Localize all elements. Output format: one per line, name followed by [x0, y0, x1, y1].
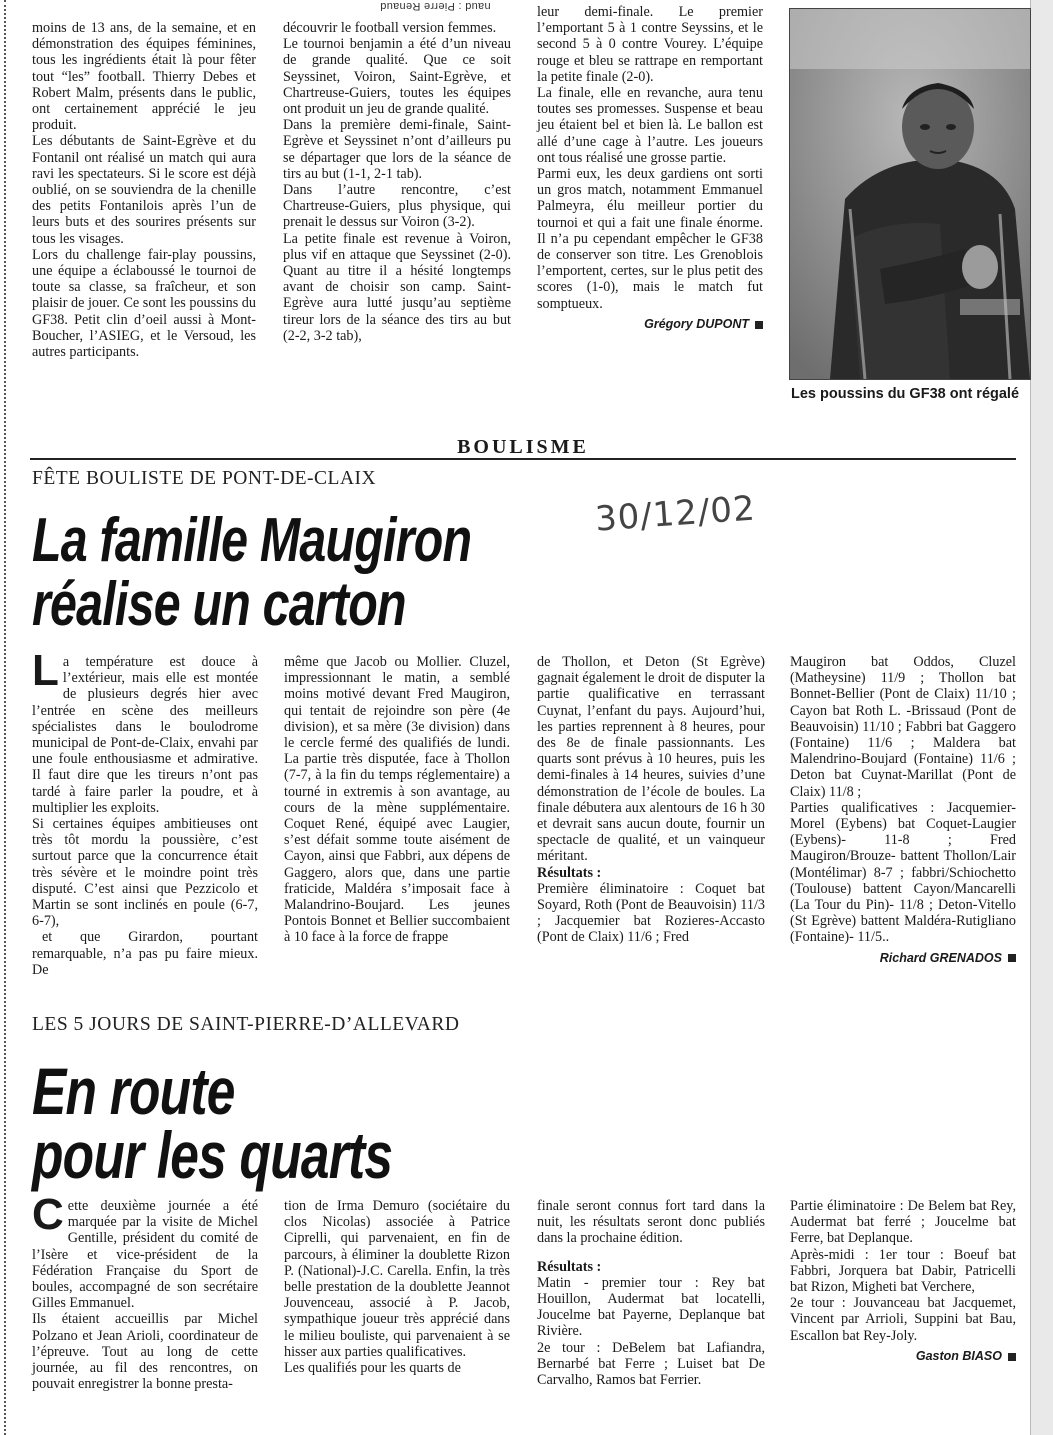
paragraph: Maugiron bat Oddos, Cluzel (Matheysine) 11/9 ; Thollon bat Bonnet-Bellier (Pont de Claix) 11/10 ; Cayon bat Roth L. -Brissaud (Pont de Beauvoisin) 11/10 ; Fabbri bat Gaggero (Fontaine) 11/6 ; Maldera bat Malendrino-Boujard (Fontaine) 11/6 ; Deton bat Cuynat-Marillat (Pont de Claix) 11/8 ;: [790, 654, 1016, 800]
paragraph: Après-midi : 1er tour : Boeuf bat Fabbri, Jorquera bat Dabir, Patricelli bat Rizon, Migheti bat Verchere,: [790, 1246, 1016, 1296]
article2-column-3: [537, 1198, 765, 1388]
paragraph: de Thollon, et Deton (St Egrève) gagnait également le droit de disputer la partie qualificative en terrassant Cuynat, l’enfant du pays. Aujourd’hui, les parties reprennent à 8 heures, pour des 8e de finale passionnants. Les quarts sont prévus à 10 heures, puis les demi-finales à 14 heures, suivies d’une démonstration de l’école de boules. La finale débutera aux alentours de 16 h 30 et devrait sans aucun doute, fournir un spectacle de qualité, et un vainqueur méritant.: [537, 654, 765, 865]
paragraph: Parties qualificatives : Jacquemier-Morel (Eybens) bat Coquet-Laugier (Eybens)- 11-8 ; Fred Maugiron/Brouze- battent Thollon/Lair (Montélimar) 8-7 ; fabbri/Schiochetto (Toulouse) battent Cayon/Mancarelli (La Tour du Pin)- 11/8 ; Deton-Vitello (St Egrève) battent Maldéra-Rutigliano (Fontaine)- 11/5..: [790, 799, 1016, 946]
paragraph-text: a température est douce à l’extérieur, mais elle est montée de plusieurs degrés hier avec l’entrée en scène des meilleurs spécialistes dans le boulodrome municipal de Pont-de-Claix, envahi par une foule enthousiasme et admirative. Il faut dire que les tireurs n’ont pas tardé à faire parler la poudre, et à multiplier les exploits.: [32, 654, 258, 816]
section-title: BOULISME: [457, 436, 589, 458]
paragraph: 2e tour : DeBelem bat Lafiandra, Bernarbé bat Ferre ; Luiset bat De Carvalho, Ramos bat Ferrier.: [537, 1339, 765, 1389]
paragraph: et que Girardon, pourtant remarquable, n’a pas pu faire mieux. De: [32, 929, 258, 978]
article1-column-3: [537, 654, 765, 946]
paragraph: Lors du challenge fair-play poussins, une équipe a éclaboussé le tournoi de toute sa classe, sa fraîcheur, et son plaisir de jouer. Ce sont les poussins du GF38. Petit clin d’oeil aussi à Mont-Boucher, l’ASIEG, et le Versoud, les autres participants.: [32, 246, 256, 361]
article2-headline-line2: pour les quarts: [32, 1118, 393, 1192]
article2-column-4: [790, 1198, 1016, 1364]
paragraph: Dans l’autre rencontre, c’est Chartreuse-Guiers, plus physique, qui prenait le dessus sur Voiron (3-2).: [283, 182, 511, 231]
paragraph: Les débutants de Saint-Egrève et du Fontanil ont réalisé un match qui aura ravi les spectateurs. Si le score est déjà oublié, on se souviendra de la chenille des petits Fontanilois après l’un de leurs buts et des sourires présents sur tous les visages.: [32, 133, 256, 247]
article1-headline-line2: réalise un carton: [32, 570, 406, 639]
paragraph: Première éliminatoire : Coquet bat Soyard, Roth (Pont de Beauvoisin) 11/3 ; Jacquemier bat Rozieres-Accasto (Pont de Claix) 11/6 ; Fred: [537, 880, 765, 946]
byline-signature: [790, 1348, 1016, 1364]
paragraph: Si certaines équipes ambitieuses ont très tôt mordu la poussière, c’est surtout parce que la concurrence était très sévère et le moindre point très disputé. C’est ainsi que Pezzicolo et Martin se sont inclinés en poule (6-7, 6-7),: [32, 816, 258, 930]
paragraph: Matin - premier tour : Rey bat Houillon, Audermat bat locatelli, Joucelme bat Payerne, Deplanque bat Rivière.: [537, 1274, 765, 1340]
article2-column-1: [32, 1190, 258, 1393]
paragraph: La finale, elle en revanche, aura tenu toutes ses promesses. Suspense et beau jeu étaient bel et bien là. Le ballon est allé d’une cage à l’autre. Les joueurs ont tous réalisé une grosse partie.: [537, 85, 763, 166]
paragraph: Partie éliminatoire : De Belem bat Rey, Audermat bat ferré ; Joucelme bat Ferre, bat Deplanque.: [790, 1198, 1016, 1247]
paragraph: Ils étaient accueillis par Michel Polzano et Jean Arioli, coordinateur de l’épreuve. Tout au long de cette journée, au fil des rencontres, on pouvait enregistrer la bonne presta-: [32, 1311, 258, 1393]
dropcap: L: [32, 646, 59, 695]
photo-caption: Les poussins du GF38 ont régalé: [791, 386, 1020, 402]
handwritten-date: 30/12/02: [593, 488, 757, 540]
byline-text: Grégory DUPONT: [644, 316, 749, 331]
paragraph: Les qualifiés pour les quarts de: [284, 1360, 461, 1377]
left-dotted-edge: [4, 0, 6, 1435]
team-photo: [789, 8, 1031, 380]
paragraph: moins de 13 ans, de la semaine, et en démonstration des équipes féminines, tous les ingrédients était là pour fêter tout “les” football. Thierry Debes et Robert Malm, présents dans le public, ont certainement apprécié le jeu produit.: [32, 20, 256, 134]
paragraph: Dans la première demi-finale, Saint-Egrève et Seyssinet n’ont d’ailleurs pu se départager que lors de la séance de tirs au but (1-1, 2-1 tab).: [283, 117, 511, 182]
dropcap: C: [32, 1190, 64, 1239]
byline-text: Richard GRENADOS: [879, 950, 1002, 965]
byline-signature: [790, 950, 1016, 966]
end-mark-icon: [1008, 954, 1016, 962]
end-mark-icon: [1008, 1353, 1016, 1361]
top-column-1: [32, 20, 256, 360]
paragraph: Le tournoi benjamin a été d’un niveau de grande qualité. Que ce soit Seyssinet, Voiron, Saint-Egrève, et Chartreuse-Guiers, toutes les équipes ont produit un jeu de grande qualité.: [283, 36, 511, 118]
section-rule: [30, 458, 1016, 460]
article1-column-1: [32, 646, 258, 978]
paragraph: La petite finale est revenue à Voiron, plus vif en attaque que Seyssinet (2-0). Quant au titre il a hésité longtemps avant de choisir son camp. Saint-Egrève aura lutté jusqu’au septième tireur lors de la séance des tirs au but (2-2, 3-2 tab),: [283, 230, 511, 344]
paragraph: tion de Irma Demuro (sociétaire du clos Nicolas) associée à Patrice Ciprelli, qui parvenaient, en fin de parcours, à éliminer la doublette Rizon P. (National)-J.C. Carella. Enfin, la très belle prestation de la doublette Jeannot Jouvenceau, associé à P. Jacob, sympathique joueur très apprécié dans le milieu bouliste, qui parvenaient à se hisser aux parties qualificatives.: [284, 1198, 510, 1360]
paragraph: 2e tour : Jouvanceau bat Jacquemet, Vincent par Arrioli, Suppini bat Bau, Escallon bat Rey-Joly.: [790, 1295, 1016, 1344]
article2-headline-line1: En route: [32, 1054, 235, 1128]
article1-column-4: [790, 654, 1016, 966]
paragraph: [32, 1190, 258, 1312]
paragraph-text: ette deuxième journée a été marquée par la visite de Michel Gentille, président du comité de l’Isère et vice-président de la Fédération Française du Sport de boules, accompagné de son secrétaire Gilles Emmanuel.: [32, 1198, 258, 1312]
results-label: Résultats :: [537, 1258, 602, 1275]
paragraph: Parmi eux, les deux gardiens ont sorti un gros match, notamment Emmanuel Palmeyra, élu meilleur portier du tournoi et qui a fait une finale énorme. Il n’a pu cependant empêcher le GF38 de conserver son titre. Les Grenoblois l’emportent, certes, sur le plus petit des scores (1-0), mais le match fut somptueux.: [537, 166, 763, 312]
photo-image: [790, 9, 1030, 379]
paragraph: [32, 646, 258, 816]
paragraph: découvrir le football version femmes.: [283, 20, 497, 36]
paragraph: leur demi-finale. Le premier l’emportant 5 à 1 contre Seyssins, et le second 5 à 0 contre Vourey. L’équipe rouge et bleu se rattrape en remportant la petite finale (2-0).: [537, 4, 763, 85]
header-strip: naud : Pierre Renaud: [380, 0, 491, 12]
byline-text: Gaston BIASO: [915, 1348, 1002, 1363]
article1-headline-line1: La famille Maugiron: [32, 506, 472, 575]
article2-kicker: LES 5 JOURS DE SAINT-PIERRE-D’ALLEVARD: [32, 1014, 460, 1035]
top-column-3: [537, 4, 763, 332]
article2-column-2: [284, 1198, 510, 1376]
article1-column-2: [284, 654, 510, 946]
right-page-edge: [1030, 0, 1053, 1435]
byline-signature: [537, 316, 763, 332]
article1-kicker: FÊTE BOULISTE DE PONT-DE-CLAIX: [32, 468, 377, 489]
end-mark-icon: [755, 321, 763, 329]
paragraph: finale seront connus fort tard dans la nuit, les résultats seront donc publiés dans la prochaine édition.: [537, 1198, 765, 1247]
paragraph: même que Jacob ou Mollier. Cluzel, impressionnant le matin, a semblé moins motivé devant Fred Maugiron, qui tentait de rejoindre son père (4e division), et sa mère (3e division) dans le cercle fermé des qualifiés de lundi. La partie très disputée, face à Thollon (7-7, à la fin du temps réglementaire) a tourné in extremis à son avantage, au cours de la mène supplémentaire. Coquet René, équipé avec Laugier, s’est défait somme toute aisément de Cayon, ainsi que Fabbri, aux dépens de Gaggero, alors que, dans une partie fraticide, Maldéra s’imposait face à Malandrino-Boujard. Les jeunes Pontois Bonnet et Bellier succombaient à 10 face à la force de frappe: [284, 654, 510, 946]
top-column-2: [283, 20, 511, 344]
results-label: Résultats :: [537, 864, 602, 881]
